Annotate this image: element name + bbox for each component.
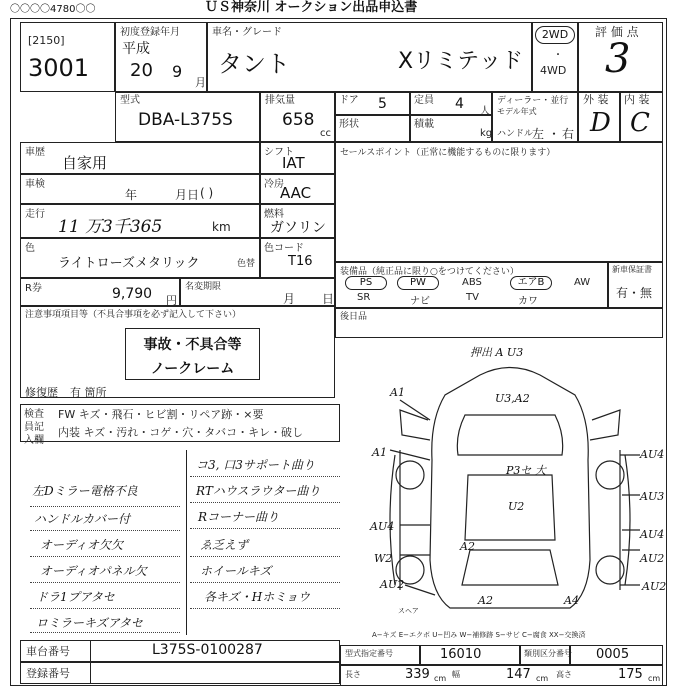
usage-box — [20, 142, 260, 174]
no-claim-stamp — [125, 328, 260, 380]
repair-label: 修復歴 — [25, 386, 58, 399]
capacity-value: 4 — [455, 96, 464, 112]
note-left-3: オーディオ欠欠 — [40, 538, 124, 552]
drive-2wd: 2WD — [535, 26, 575, 44]
header-title: ＵＳ神奈川 オークション出品申込書 — [205, 0, 418, 15]
note-left-5: ドラ1プアタセ — [36, 590, 115, 604]
shift-value: IAT — [282, 154, 305, 172]
recycle-value: 9,790 — [112, 286, 153, 302]
selling-points-label: セールスポイント（正常に機能するものに限ります） — [340, 148, 556, 158]
equip-aw: AW — [574, 277, 591, 288]
recycle-label: R券 — [25, 283, 42, 294]
exterior-label: 外 装 — [583, 93, 609, 106]
shape-label: 形状 — [339, 119, 359, 130]
length-value: 339 — [405, 667, 430, 682]
load-unit: kg — [480, 128, 493, 139]
inspection-row2: 内装 キズ・汚れ・コゲ・穴・タバコ・キレ・破し — [58, 426, 304, 439]
mileage-value: 11 万3千365 — [58, 217, 163, 237]
usage-label: 車歴 — [25, 147, 45, 158]
note-right-6: 各キズ・Hホミョウ — [204, 590, 310, 604]
handle-left: 左 — [532, 127, 545, 141]
mileage-unit: km — [212, 220, 231, 234]
aircon-label: 冷房 — [264, 179, 284, 190]
length-unit: cm — [434, 674, 447, 683]
shaken-paren: ( ) — [200, 186, 214, 200]
mark-a1-side: A1 — [372, 446, 387, 459]
mark-au3: AU3 — [640, 490, 665, 503]
car-name-label: 車名・グレード — [212, 27, 282, 38]
name-change-day: 日 — [322, 292, 335, 306]
registration-era: 平成 — [122, 41, 150, 57]
mark-a4: A4 — [564, 594, 579, 607]
model-value: DBA-L375S — [138, 110, 233, 130]
note-left-1: 左Dミラー電格不良 — [32, 484, 138, 498]
note-left-2: ハンドルカバー付 — [34, 512, 131, 526]
type-designation-label: 型式指定番号 — [345, 649, 393, 658]
notes-label: 注意事項項目等（不具合事項を必ず記入して下さい） — [25, 310, 242, 320]
shaken-label: 車検 — [25, 179, 45, 190]
mark-top: 押出 A U3 — [470, 346, 524, 359]
damage-legend: A−キズ E−エクボ U−凹み W−補修跡 S−サビ C−腐食 XX−交換済 — [372, 631, 586, 639]
fuel-label: 燃料 — [264, 209, 284, 220]
mark-roof: U3,A2 — [495, 392, 530, 405]
doors-value: 5 — [378, 96, 387, 112]
registration-month-unit: 月 — [195, 76, 206, 89]
chassis-value: L375S-0100287 — [152, 642, 263, 658]
grade-label: 評 価 点 — [595, 25, 639, 39]
recycle-unit: 円 — [166, 294, 177, 307]
note-right-5: ホイールキズ — [200, 564, 272, 578]
standard-value: 有・無 — [616, 286, 653, 300]
length-label: 長さ — [345, 670, 361, 679]
standard-label: 新車保証書 — [612, 265, 652, 274]
note-left-4: オーディオパネル欠 — [40, 564, 147, 578]
grade-value: 3 — [605, 36, 631, 82]
stamp-line2: ノークレーム — [150, 361, 235, 377]
handle-label: ハンドル — [497, 129, 534, 139]
equip-leather: カワ — [518, 296, 538, 307]
displacement-value: 658 — [282, 110, 315, 130]
displacement-unit: cc — [320, 128, 331, 139]
mark-au4-right: AU4 — [640, 448, 665, 461]
selling-points-box — [335, 142, 663, 262]
height-value: 175 — [618, 667, 643, 682]
shaken-box — [20, 174, 260, 204]
lot-code: [2150] — [28, 34, 65, 47]
mark-center: P3セ 大 — [506, 464, 546, 477]
dimensions-box — [340, 665, 663, 686]
dealer-label: ディーラー・並行 — [497, 96, 569, 106]
mark-w2: W2 — [374, 552, 393, 565]
car-grade: Xリミテッド — [398, 49, 524, 74]
doors-label: ドア — [339, 95, 359, 106]
car-name: タント — [218, 50, 290, 78]
mark-au2-right: AU2 — [642, 580, 667, 593]
mark-au2-right2: AU2 — [640, 552, 665, 565]
repair-value: 有 箇所 — [70, 386, 107, 399]
color-change-label: 色替 — [237, 259, 256, 269]
handle-sep: ・ — [548, 127, 561, 141]
note-right-2: RTハウスラウター曲り — [196, 484, 321, 498]
equipment-label: 装備品（純正品に限り○をつけてください） — [340, 267, 519, 277]
displacement-label: 排気量 — [265, 95, 295, 106]
aircon-value: AAC — [280, 184, 312, 202]
height-label: 高さ — [556, 670, 572, 679]
interior-value: C — [630, 108, 650, 138]
back-label: 後日品 — [340, 312, 368, 322]
back-box — [335, 308, 663, 338]
inspection-row1: FW キズ・飛石・ヒビ割・リペア跡・×要 — [58, 408, 264, 421]
mark-au4-right2: AU4 — [640, 528, 665, 541]
mileage-label: 走行 — [25, 209, 45, 220]
model-label: 型式 — [120, 95, 140, 106]
registration-month: 9 — [172, 62, 183, 81]
model-year-label: モデル年式 — [497, 107, 537, 116]
exterior-value: D — [590, 108, 611, 138]
type-designation-value: 16010 — [440, 647, 482, 662]
note-left-6: ロミラーキズアタセ — [36, 616, 143, 630]
interior-label: 内 装 — [624, 93, 650, 106]
lot-number: 3001 — [28, 54, 90, 82]
equip-pw: PW — [397, 276, 439, 290]
registration-year: 20 — [130, 60, 153, 81]
mark-a2-mid: A2 — [460, 540, 475, 553]
height-unit: cm — [648, 674, 661, 683]
capacity-label: 定員 — [414, 95, 434, 106]
capacity-unit: 人 — [480, 106, 490, 117]
category-label: 類別区分番号 — [524, 649, 572, 658]
mark-a2-bottom: A2 — [478, 594, 493, 607]
handle-right: 右 — [562, 127, 575, 141]
equip-navi: ナビ — [410, 296, 430, 307]
inspection-label: 検査員記入欄 — [24, 409, 44, 446]
note-right-1: コ3, 口3サポート曲り — [196, 458, 315, 472]
color-label: 色 — [25, 243, 35, 254]
color-code-value: T16 — [288, 254, 313, 269]
equip-airbag: エアB — [510, 276, 552, 290]
shift-label: シフト — [264, 147, 294, 158]
reg-number-label: 登録番号 — [26, 667, 70, 680]
mark-a1-top: A1 — [390, 386, 405, 399]
drive-4wd: 4WD — [540, 64, 567, 77]
chassis-label: 車台番号 — [26, 645, 70, 658]
width-value: 147 — [506, 667, 531, 682]
note-right-3: Rコーナー曲り — [198, 510, 280, 524]
width-unit: cm — [536, 674, 549, 683]
color-value: ライトローズメタリック — [58, 256, 200, 271]
color-code-label: 色コード — [264, 243, 304, 254]
equip-sr: SR — [357, 292, 371, 303]
note-right-4: ゑ乏えず — [200, 538, 249, 552]
header-code: 〇〇〇〇4780〇〇 — [10, 4, 96, 15]
stamp-line1: 事故・不具合等 — [143, 337, 242, 353]
equip-ps: PS — [345, 276, 387, 290]
load-label: 積載 — [414, 119, 434, 130]
registration-label: 初度登録年月 — [120, 27, 180, 38]
equip-abs: ABS — [462, 277, 482, 288]
shaken-month: 月日 — [175, 188, 200, 202]
name-change-label: 名変期限 — [185, 282, 222, 292]
category-value: 0005 — [596, 647, 630, 662]
drive-dot: ・ — [553, 50, 563, 61]
usage-value: 自家用 — [62, 154, 108, 172]
mark-au4-left: AU4 — [370, 520, 395, 533]
mark-u2: U2 — [508, 500, 525, 513]
equip-tv: TV — [466, 292, 479, 303]
mark-au2-left: AU2 — [380, 578, 405, 591]
width-label: 幅 — [452, 670, 460, 679]
recycle-box — [20, 278, 180, 306]
name-change-month: 月 — [283, 292, 296, 306]
fuel-value: ガソリン — [270, 220, 326, 236]
shaken-year: 年 — [125, 188, 138, 202]
mark-spare: スヘア — [398, 607, 419, 615]
